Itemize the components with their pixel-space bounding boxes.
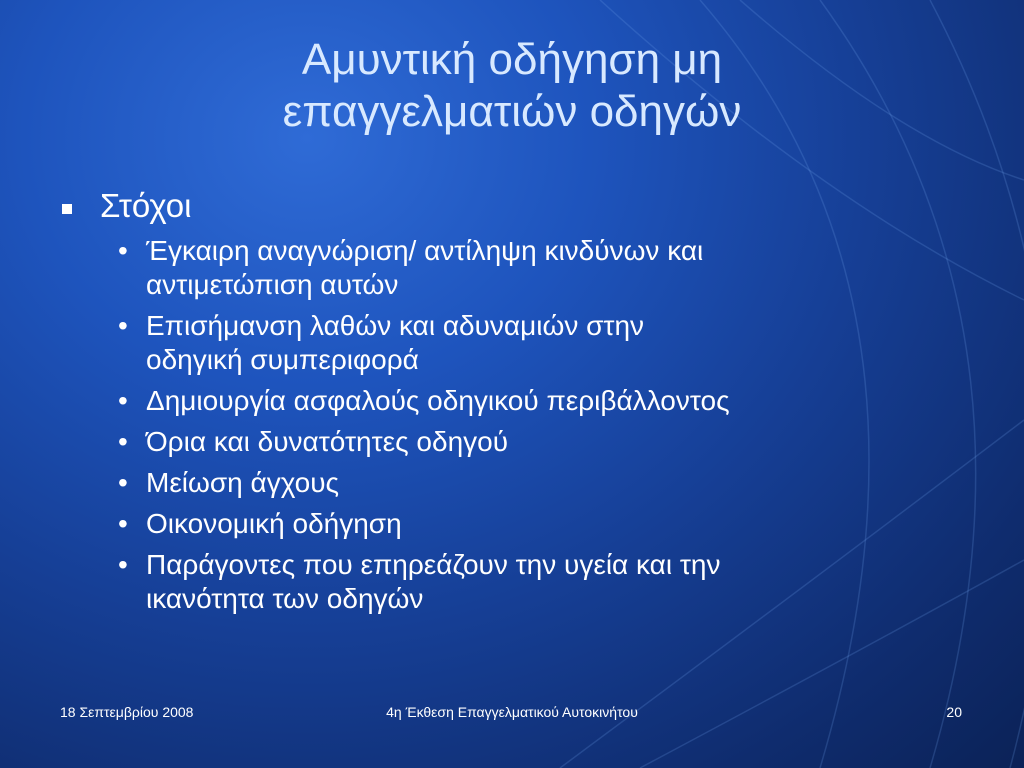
list-item-line: Έγκαιρη αναγνώριση/ αντίληψη κινδύνων και xyxy=(146,235,704,266)
list-item xyxy=(58,384,968,418)
section-heading xyxy=(58,184,968,228)
bullet-icon: • xyxy=(118,549,128,580)
bullet-icon: • xyxy=(118,467,128,498)
list-item xyxy=(58,507,968,541)
bullet-icon: • xyxy=(118,508,128,539)
slide-title xyxy=(100,34,924,138)
list-item-line: Δημιουργία ασφαλούς οδηγικού περιβάλλοντος xyxy=(146,385,730,416)
list-item xyxy=(58,234,968,302)
bullet-icon: • xyxy=(118,426,128,457)
list-item-line: Όρια και δυνατότητες οδηγού xyxy=(146,426,509,457)
list-item-line: Οικονομική οδήγηση xyxy=(146,508,402,539)
list-item-line: αντιμετώπιση αυτών xyxy=(146,269,399,300)
slide-number: 20 xyxy=(946,704,962,720)
bullet-icon: • xyxy=(118,235,128,266)
title-line-2: επαγγελματιών οδηγών xyxy=(282,87,742,136)
list-item-line: οδηγική συμπεριφορά xyxy=(146,344,419,375)
list-item-line: Επισήμανση λαθών και αδυναμιών στην xyxy=(146,310,645,341)
list-item xyxy=(58,466,968,500)
slide-body xyxy=(58,184,968,623)
footer-event-name: 4η Έκθεση Επαγγελματικού Αυτοκινήτου xyxy=(386,704,638,720)
bullet-icon: • xyxy=(118,310,128,341)
square-bullet-icon xyxy=(62,204,72,214)
list-item-line: ικανότητα των οδηγών xyxy=(146,583,424,614)
bullet-icon: • xyxy=(118,385,128,416)
goals-list xyxy=(58,234,968,616)
footer-date: 18 Σεπτεμβρίου 2008 xyxy=(60,704,194,720)
section-heading-text: Στόχοι xyxy=(100,187,192,224)
list-item xyxy=(58,548,968,616)
list-item xyxy=(58,425,968,459)
title-line-1: Αμυντική οδήγηση μη xyxy=(301,35,723,84)
list-item-line: Παράγοντες που επηρεάζουν την υγεία και την xyxy=(146,549,721,580)
list-item-line: Μείωση άγχους xyxy=(146,467,340,498)
list-item xyxy=(58,309,968,377)
